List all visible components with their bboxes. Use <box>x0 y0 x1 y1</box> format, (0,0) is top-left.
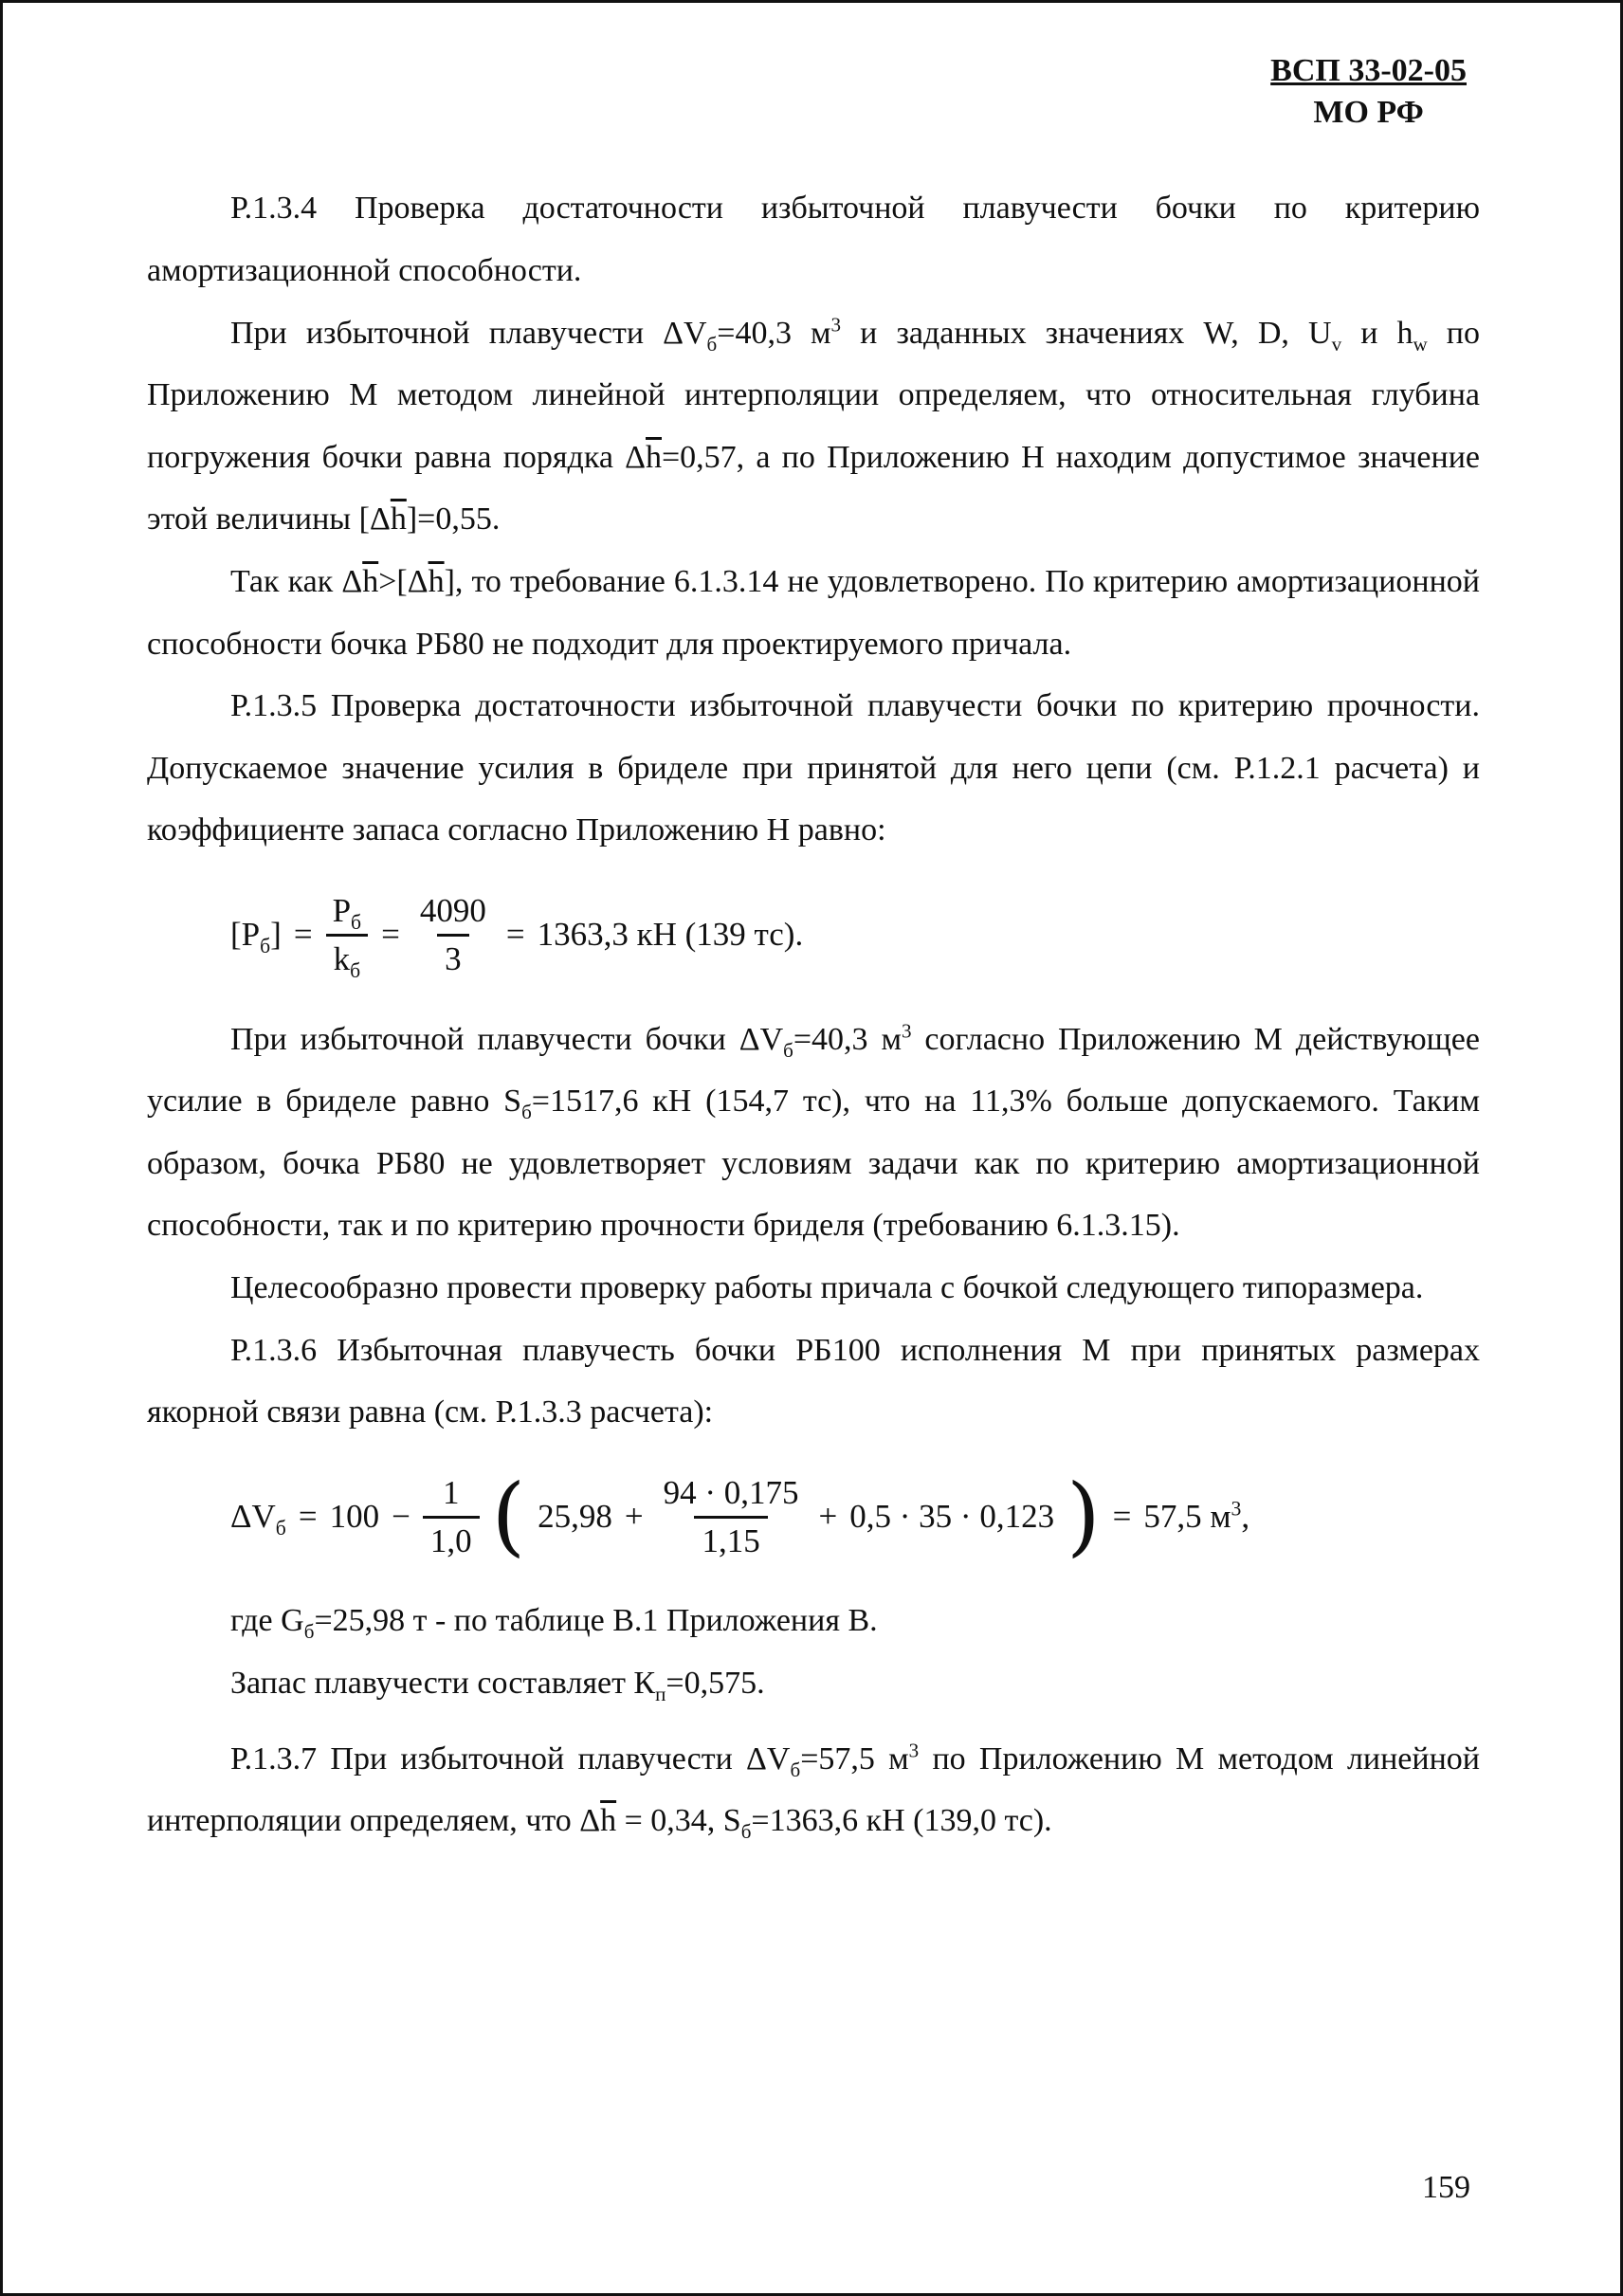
fraction-denominator <box>326 934 369 980</box>
overbar-h: $\overline{h}$ <box>362 564 379 600</box>
equals-sign: = <box>381 916 400 954</box>
superscript-3: 3 <box>830 313 842 337</box>
doc-code: ВСП 33-02-05 <box>1270 53 1467 88</box>
text-run: При избыточной плавучести ΔV <box>230 315 707 351</box>
text-run: ], то требование 6.1.3.14 не удовлетворено. По критерию амортизационной способности бочка РБ80 не подходит для проектируемого причала. <box>147 564 1480 662</box>
formula-result <box>1143 1496 1249 1538</box>
text-run: Так как Δ <box>230 564 363 600</box>
superscript-3: 3 <box>1231 1497 1242 1521</box>
formula-result: 1363,3 кН (139 тс). <box>537 916 804 954</box>
subscript-b: б <box>260 935 271 958</box>
formula-allowable-bridle-force <box>230 890 1480 980</box>
subscript-b: б <box>350 958 361 982</box>
subscript-b: б <box>521 1100 532 1123</box>
equals-sign: = <box>505 916 525 954</box>
plus-sign: + <box>818 1498 838 1536</box>
paragraph-next-size-note <box>147 1257 1480 1320</box>
text-run: P <box>332 892 352 930</box>
equals-sign: = <box>1112 1498 1132 1536</box>
page-number: 159 <box>1422 2170 1470 2205</box>
overbar-h: $\overline{h}$ <box>390 501 407 538</box>
text-run: =1363,6 кН (139,0 тс). <box>751 1803 1052 1839</box>
text-run: Р.1.3.5 Проверка достаточности избыточной плавучести бочки по критерию прочности. Допускаемое значение усилия в бриделе при принятой для него цепи (см. Р.1.2.1 расчета) и коэффициенте запаса согласно Приложению Н равно: <box>147 688 1480 848</box>
text-run: Запас плавучести составляет К <box>230 1665 656 1701</box>
text-run: Р.1.3.6 Избыточная плавучесть бочки РБ100 исполнения М при принятых размерах якорной связи равна (см. Р.1.3.3 расчета): <box>147 1332 1480 1430</box>
text-run: по Приложению М методом линейной интерполяции определяем, что Δ <box>147 1740 1480 1839</box>
right-paren: ) <box>1067 1467 1101 1567</box>
paragraph-r1-3-7 <box>147 1728 1480 1852</box>
paragraph-r1-3-6 <box>147 1320 1480 1444</box>
text-run: >[Δ <box>378 564 429 600</box>
page-header <box>1270 50 1467 134</box>
text-run: =57,5 м <box>800 1740 909 1777</box>
left-paren: ( <box>491 1467 526 1567</box>
subscript-b: б <box>783 1038 793 1062</box>
fraction-numerator: 4090 <box>419 892 486 930</box>
text-run: Целесообразно провести проверку работы причала с бочкой следующего типоразмера. <box>230 1270 1424 1306</box>
text-run: [P <box>230 916 261 954</box>
org-name: МО РФ <box>1313 95 1424 131</box>
minus-sign: − <box>392 1498 410 1536</box>
fraction-denominator: 1,0 <box>423 1516 480 1562</box>
text-run: согласно Приложению М действующее усилие в бриделе равно S <box>147 1021 1480 1120</box>
text-run: =0,575. <box>666 1665 765 1701</box>
text-run: При избыточной плавучести бочки ΔV <box>230 1021 784 1057</box>
subscript-b: б <box>790 1758 801 1781</box>
paragraph-gde-gb <box>147 1590 1480 1652</box>
text-run: =40,3 м <box>717 315 831 351</box>
fraction-denominator: 3 <box>437 934 469 980</box>
formula-lhs <box>230 914 282 956</box>
text-run: и h <box>1341 315 1413 351</box>
subscript-b: б <box>740 1819 752 1843</box>
addend-1: 25,98 <box>538 1498 612 1536</box>
superscript-3: 3 <box>901 1019 912 1043</box>
subscript-b: б <box>351 911 362 935</box>
fraction-pb-kb <box>325 890 370 980</box>
text-run: Р.1.3.7 При избыточной плавучести ΔV <box>230 1740 791 1777</box>
overbar-h: $\overline{h}$ <box>646 439 662 475</box>
text-run: ] <box>270 916 282 954</box>
fraction-numerator <box>325 890 370 934</box>
paragraph-r1-3-5-body <box>147 1009 1480 1257</box>
paragraph-r1-3-5 <box>147 675 1480 862</box>
text-run: ]=0,55. <box>406 501 501 538</box>
overbar-h: $\overline{h}$ <box>600 1803 617 1839</box>
subscript-b: б <box>303 1620 315 1644</box>
fraction-4090-3 <box>412 890 494 980</box>
text-run: =40,3 м <box>793 1021 902 1057</box>
paragraph-buoyancy-margin <box>147 1652 1480 1715</box>
number-100: 100 <box>329 1498 380 1536</box>
subscript-b: б <box>706 332 718 355</box>
superscript-3: 3 <box>908 1739 920 1762</box>
paragraph-r1-3-4-body <box>147 302 1480 551</box>
paragraph-r1-3-4-title <box>147 177 1480 301</box>
text-run: = 0,34, S <box>616 1803 741 1839</box>
fraction-denominator: 1,15 <box>694 1516 767 1562</box>
text-run: k <box>333 939 351 977</box>
text-run: где G <box>230 1603 304 1639</box>
text-run: по Приложению М методом линейной интерполяции определяем, что относительная глубина погружения бочки равна порядка Δ <box>147 315 1480 475</box>
text-run: Р.1.3.4 Проверка достаточности избыточной плавучести бочки по критерию амортизационной способности. <box>147 191 1480 288</box>
subscript-b: б <box>275 1517 286 1540</box>
text-run: , <box>1241 1498 1250 1536</box>
overbar-h: $\overline{h}$ <box>428 564 445 600</box>
text-run: =1517,6 кН (154,7 тс), что на 11,3% больше допускаемого. Таким образом, бочка РБ80 не удовлетворяет условиям задачи как по критерию амортизационной способности, так и по критерию прочности бриделя (требованию 6.1.3.15). <box>147 1084 1480 1244</box>
plus-sign: + <box>624 1498 644 1536</box>
equals-sign: = <box>298 1498 318 1536</box>
text-run: =0,57, а по Приложению Н находим допустимое значение этой величины [Δ <box>147 439 1480 538</box>
fraction-numerator: 94 · 0,175 <box>663 1473 799 1511</box>
text-run: 57,5 м <box>1143 1498 1231 1536</box>
text-run: и заданных значениях W, D, U <box>841 315 1332 351</box>
paragraph-conclusion-rb80 <box>147 551 1480 675</box>
text-run: ΔV <box>230 1498 276 1536</box>
fraction-94-0175-over-115 <box>656 1472 807 1562</box>
fraction-numerator: 1 <box>442 1473 460 1511</box>
subscript-w: w <box>1413 332 1428 355</box>
text-run: =25,98 т - по таблице В.1 Приложения В. <box>314 1603 878 1639</box>
formula-excess-buoyancy <box>230 1467 1480 1567</box>
subscript-p: п <box>655 1682 666 1705</box>
formula-lhs <box>230 1496 286 1538</box>
equals-sign: = <box>293 916 313 954</box>
subscript-v: v <box>1331 332 1342 355</box>
addend-3: 0,5 · 35 · 0,123 <box>849 1498 1055 1536</box>
fraction-1-over-1-0 <box>423 1472 480 1562</box>
